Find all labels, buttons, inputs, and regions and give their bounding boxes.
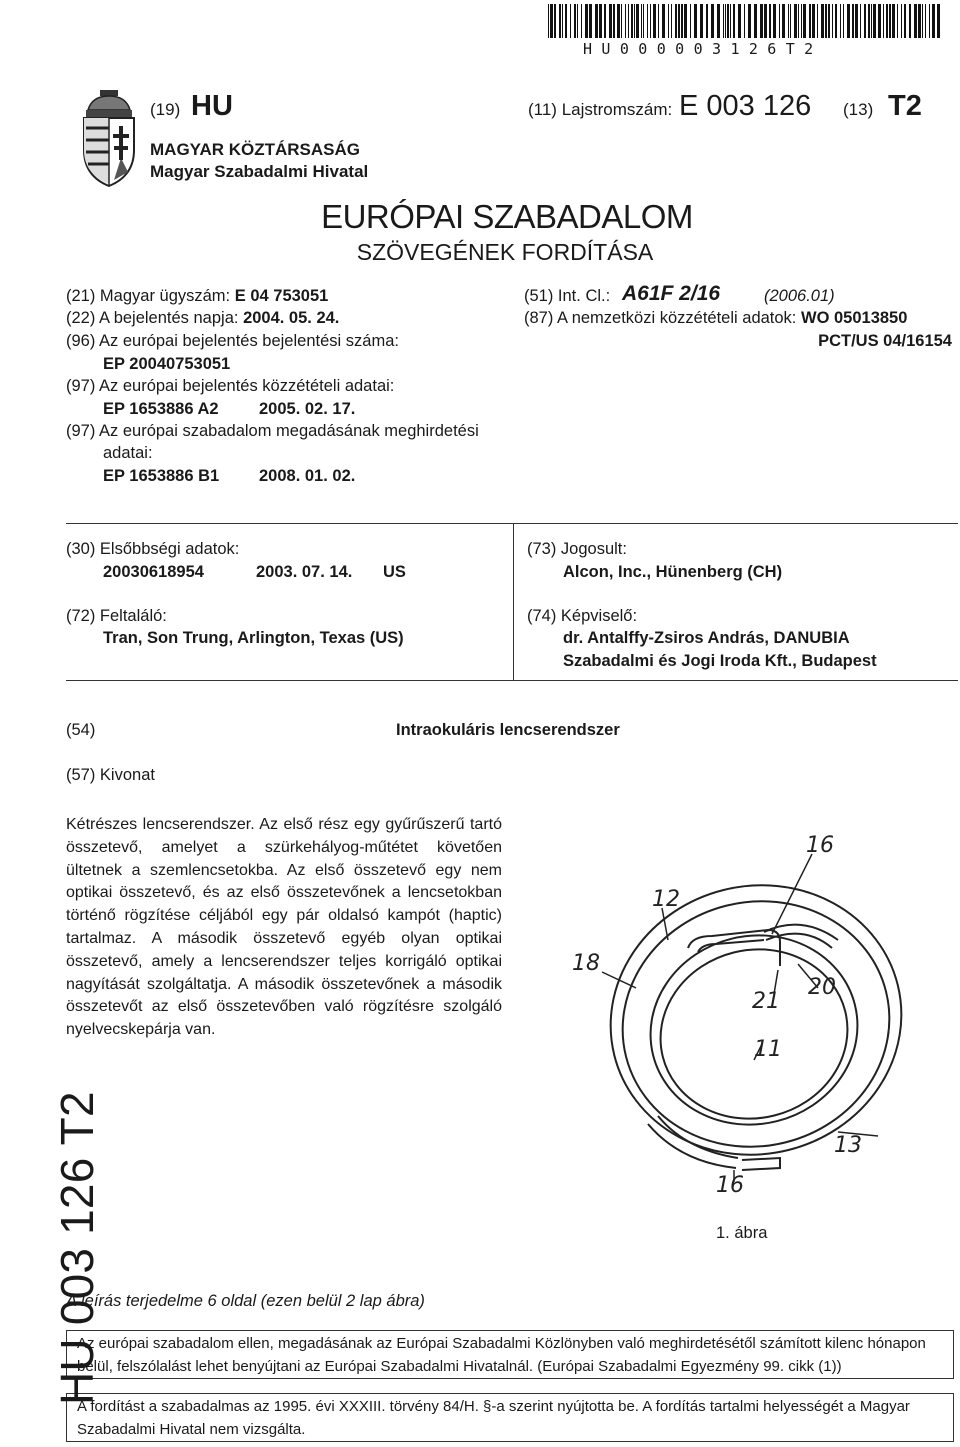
barcode-bar [871,4,872,38]
priority-country: US [383,563,406,581]
barcode-bar [550,4,553,38]
barcode-bar [604,4,606,38]
barcode-bar [788,4,789,38]
priority-number: 20030618954 [103,563,204,581]
barcode-bar [925,4,926,38]
f51-label: (51) Int. Cl.: [524,287,611,305]
barcode-bar [738,4,741,38]
barcode-bar [821,4,824,38]
barcode-bar [628,4,629,38]
barcode-bar [565,4,567,38]
document-subtitle: SZÖVEGÉNEK FORDÍTÁSA [356,239,654,265]
barcode-bar [577,4,578,38]
barcode-bar [801,4,802,38]
barcode-bar [889,4,891,38]
barcode-bar [901,4,902,38]
f96-label: (96) Az európai bejelentés bejelentési száma: [66,332,399,350]
barcode-bar [809,4,811,38]
barcode-bar [904,4,906,38]
code-13-label: (13) [843,100,874,119]
code-19-label: (19) [150,100,181,119]
barcode-bar [840,4,841,38]
f97b-label: (97) Az európai szabadalom megadásának meghirdetési [66,422,479,440]
registration-number: E 003 126 [679,90,812,122]
office-name: Magyar Szabadalmi Hivatal [150,162,369,181]
opposition-notice: Az európai szabadalom ellen, megadásának az Európai Szabadalmi Közlönyben való meghirdetésétől számított kilenc hónapon belül, felszólalást lehet benyújtani az Európai Szabadalmi Hivatalnál. (Európai Szabadalmi Egyezmény 99. cikk (1)) [77,1335,926,1375]
barcode-bar [723,4,724,38]
barcode-bar [878,4,881,38]
barcode-bar [843,4,844,38]
barcode-text: HU000003126T2 [583,40,823,58]
barcode-bar [609,4,612,38]
barcode-bar [909,4,911,38]
f97b-value-date: 2008. 01. 02. [259,467,356,485]
barcode-bar [825,4,827,38]
barcode-bar [653,4,656,38]
barcode-bar [548,4,549,38]
barcode-bar [937,4,940,38]
barcode-bar [730,4,731,38]
barcode-bar [922,4,923,38]
barcode-bar [855,4,858,38]
barcode-bar [662,4,665,38]
barcode [548,4,942,38]
f74-label: (74) Képviselő: [527,607,638,625]
barcode-bar [769,4,771,38]
barcode-bar [700,4,703,38]
barcode-bar [812,4,815,38]
barcode-bar [647,4,648,38]
barcode-bar [634,4,635,38]
barcode-bar [613,4,615,38]
barcode-bar [744,4,745,38]
abstract-text: Kétrészes lencserendszer. Az első rész egy gyűrűszerű tartó összetevő, amelyet a szürkehályog-műtétet követően ültetnek a szemlencsetokba. Az első összetevő egy nem optikai összetevő, és az első összetevőnek a lencsetokban történő rögzítése céljából egy pár oldalsó kampót (haptic) tartalmaz. A második összetevő egyéb olyan optikai összetevő, amely a lencserendszer teljes korrigáló optikai nagyítását szolgáltatja. A második összetevőnek a második összetevőt az első összetevőben való rögzítésre szolgáló nyelvecskepárja van. [66,816,502,1039]
column-divider [513,523,514,680]
barcode-bar [817,4,818,38]
barcode-bar [725,4,726,38]
barcode-bar [748,4,751,38]
figure-label-12: 12 [652,887,680,912]
barcode-bar [574,4,576,38]
barcode-bar [562,4,563,38]
f22-field: (22) A bejelentés napja: 2004. 05. 24. [66,309,340,327]
barcode-bar [852,4,854,38]
f97a-value-number: EP 1653886 A2 [103,400,219,418]
barcode-bar [678,4,680,38]
code-11-label: (11) Lajstromszám: [528,100,673,119]
translation-notice: A fordítást a szabadalmas az 1995. évi XXXIII. törvény 84/H. §-a szerint nyújtotta be. A fordítás tartalmi helyességét a Magyar Szabadalmi Hivatal nem vizsgálta. [77,1398,910,1438]
barcode-bar [554,4,556,38]
barcode-bar [636,4,639,38]
figure-label-13: 13 [834,1133,862,1158]
proprietor: Alcon, Inc., Hünenberg (CH) [563,563,783,581]
barcode-bar [706,4,708,38]
barcode-bar [599,4,602,38]
barcode-bar [760,4,763,38]
barcode-bar [828,4,830,38]
barcode-bar [892,4,895,38]
figure-label-20: 20 [808,975,836,1000]
f97b-label-cont: adatai: [103,444,153,462]
barcode-bar [617,4,620,38]
f87-field: (87) A nemzetközi közzétételi adatok: WO 05013850 [524,309,908,327]
barcode-bar [690,4,691,38]
barcode-bar [832,4,833,38]
figure-label-21: 21 [752,989,780,1014]
f97a-value-date: 2005. 02. 17. [259,400,356,418]
barcode-bar [631,4,633,38]
barcode-bar [764,4,767,38]
barcode-bar [803,4,806,38]
country-name: MAGYAR KÖZTÁRSASÁG [150,140,360,159]
barcode-bar [658,4,659,38]
barcode-bar [918,4,921,38]
document-title: EURÓPAI SZABADALOM [321,198,693,235]
figure-label-16: 16 [806,833,834,858]
barcode-bar [883,4,884,38]
barcode-bar [773,4,776,38]
f73-label: (73) Jogosult: [527,540,627,558]
barcode-bar [559,4,561,38]
barcode-bar [914,4,917,38]
barcode-bar [684,4,687,38]
barcode-bar [754,4,757,38]
barcode-bar [897,4,898,38]
figure-label-11: 11 [754,1037,782,1062]
barcode-bar [886,4,888,38]
page-extent: A leírás terjedelme 6 oldal (ezen belül 2 lap ábra) [66,1292,425,1310]
f30-label: (30) Elsőbbségi adatok: [66,540,240,558]
barcode-bar [621,4,622,38]
barcode-bar [668,4,669,38]
f87-pct: PCT/US 04/16154 [818,332,952,350]
divider [66,680,958,681]
barcode-bar [675,4,677,38]
f97b-value-number: EP 1653886 B1 [103,467,220,485]
barcode-bar [585,4,588,38]
opposition-notice-box [66,1330,954,1379]
barcode-bar [694,4,697,38]
country-code: HU [191,90,233,122]
divider [66,523,958,524]
barcode-bar [835,4,837,38]
barcode-bar [570,4,571,38]
priority-date: 2003. 07. 14. [256,563,353,581]
translation-notice-box [66,1393,954,1442]
document-kind: T2 [888,90,922,122]
f96-value: EP 20040753051 [103,355,231,373]
f57-label: (57) Kivonat [66,766,155,784]
coat-of-arms-icon [78,88,140,188]
f54-label: (54) [66,721,96,739]
invention-title: Intraokuláris lencserendszer [396,721,620,739]
figure-caption: 1. ábra [716,1224,768,1242]
f21-field: (21) Magyar ügyszám: E 04 753051 [66,287,329,305]
barcode-bar [643,4,644,38]
barcode-bar [641,4,642,38]
representative: dr. Antalffy-Zsiros András, DANUBIA [563,629,850,647]
inventor: Tran, Son Trung, Arlington, Texas (US) [103,629,404,647]
barcode-bar [717,4,720,38]
representative-firm: Szabadalmi és Jogi Iroda Kft., Budapest [563,652,877,670]
barcode-bar [847,4,850,38]
barcode-bar [782,4,785,38]
barcode-bar [733,4,735,38]
ipc-version: (2006.01) [764,287,835,305]
barcode-bar [864,4,866,38]
barcode-bar [625,4,626,38]
barcode-bar [711,4,714,38]
barcode-bar [779,4,780,38]
barcode-bar [868,4,870,38]
barcode-bar [671,4,672,38]
barcode-bar [727,4,729,38]
lens-system-figure [566,824,920,1194]
barcode-bar [929,4,930,38]
barcode-bar [681,4,683,38]
barcode-bar [860,4,861,38]
figure-label-16-bottom: 16 [716,1173,744,1194]
barcode-bar [650,4,651,38]
side-document-number: HU 003 126 T2 [51,1091,103,1405]
barcode-bar [932,4,935,38]
f72-label: (72) Feltaláló: [66,607,167,625]
barcode-bar [589,4,592,38]
barcode-bar [790,4,791,38]
ipc-class: A61F 2/16 [622,282,721,305]
f97a-label: (97) Az európai bejelentés közzétételi adatai: [66,377,395,395]
barcode-bar [581,4,582,38]
barcode-bar [798,4,799,38]
barcode-bar [595,4,598,38]
figure-label-18: 18 [572,951,600,976]
barcode-bar [873,4,876,38]
barcode-bar [794,4,797,38]
